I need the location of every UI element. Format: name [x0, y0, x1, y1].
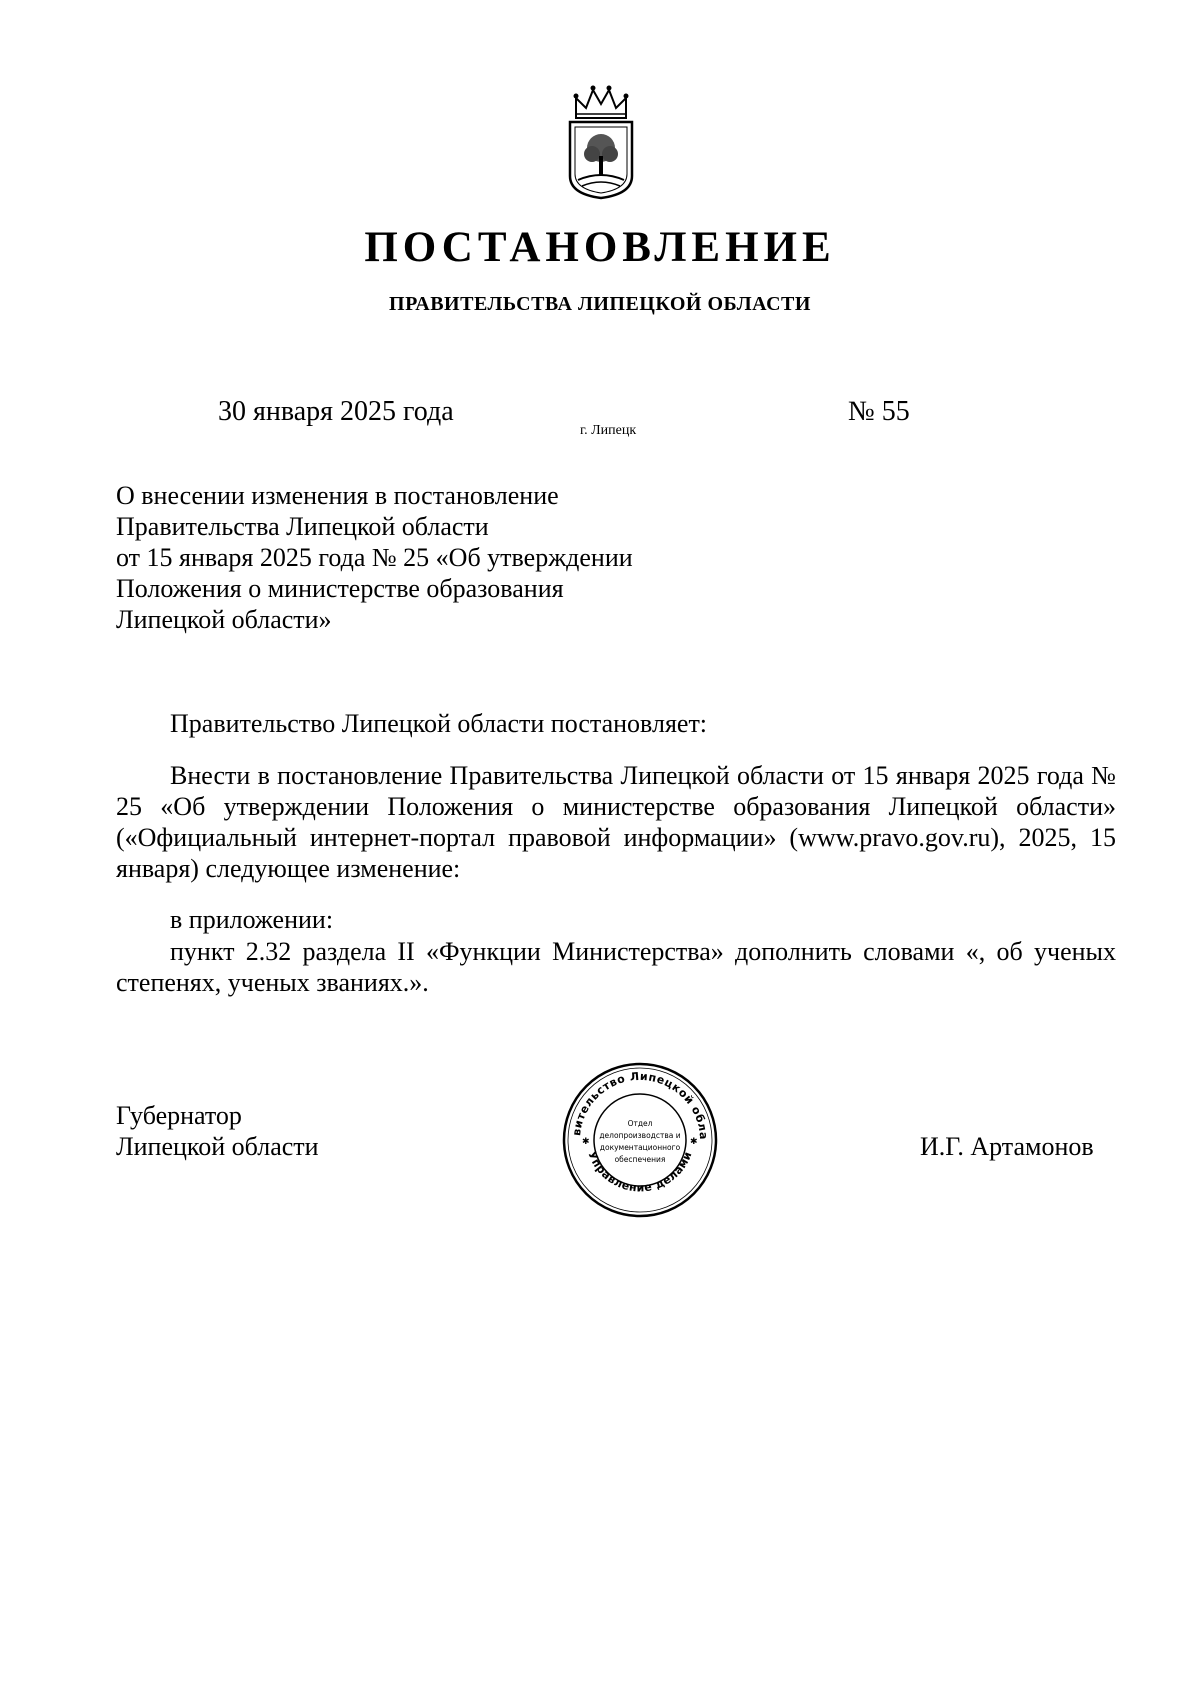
- change-paragraph: Внести в постановление Правительства Липецкой области от 15 января 2025 года № 25 «Об утверждении Положения о министерстве образования Липецкой области» («Официальный интернет-портал правовой информации» (www.pravo.gov.ru), 2025, 15 января) следующее изменение:: [116, 761, 1116, 883]
- subject-line: Правительства Липецкой области: [116, 512, 489, 541]
- document-date: 30 января 2025 года: [218, 396, 454, 427]
- svg-text:✱: ✱: [690, 1137, 698, 1147]
- signatory-title: [116, 1100, 319, 1162]
- svg-text:Правительство Липецкой области: [560, 1060, 710, 1140]
- subject-line: Липецкой области»: [116, 605, 332, 634]
- coat-of-arms-icon: [566, 84, 636, 202]
- seal-center-line: документационного: [599, 1143, 681, 1152]
- annex-paragraph: в приложении:: [170, 905, 334, 934]
- point-paragraph: пункт 2.32 раздела II «Функции Министерства» дополнить словами «, об ученых степенях, ученых званиях.».: [116, 937, 1116, 997]
- seal-center-line: обеспечения: [614, 1155, 666, 1164]
- seal-center-line: Отдел: [627, 1119, 653, 1128]
- document-type-title: ПОСТАНОВЛЕНИЕ: [364, 224, 836, 271]
- seal-ring-bottom-text: Управление делами: [585, 1149, 695, 1195]
- official-seal-icon: [560, 1060, 720, 1220]
- subject-line: от 15 января 2025 года № 25 «Об утверждении: [116, 543, 633, 572]
- subject-line: О внесении изменения в постановление: [116, 481, 559, 510]
- issuer-title: ПРАВИТЕЛЬСТВА ЛИПЕЦКОЙ ОБЛАСТИ: [389, 293, 811, 315]
- seal-ring-top-text: вительство Липецкой обла: [570, 1069, 711, 1141]
- subject-line: Положения о министерстве образования: [116, 574, 564, 603]
- signatory-title-line: Липецкой области: [116, 1132, 319, 1161]
- signatory-title-line: Губернатор: [116, 1101, 242, 1130]
- svg-text:✱: ✱: [582, 1137, 590, 1147]
- seal-center-line: делопроизводства и: [599, 1131, 681, 1140]
- resolve-paragraph: Правительство Липецкой области постановляет:: [170, 709, 708, 738]
- document-number: № 55: [848, 396, 910, 427]
- document-subject: [116, 480, 756, 635]
- signatory-name: И.Г. Артамонов: [920, 1132, 1094, 1161]
- document-city: г. Липецк: [580, 423, 637, 438]
